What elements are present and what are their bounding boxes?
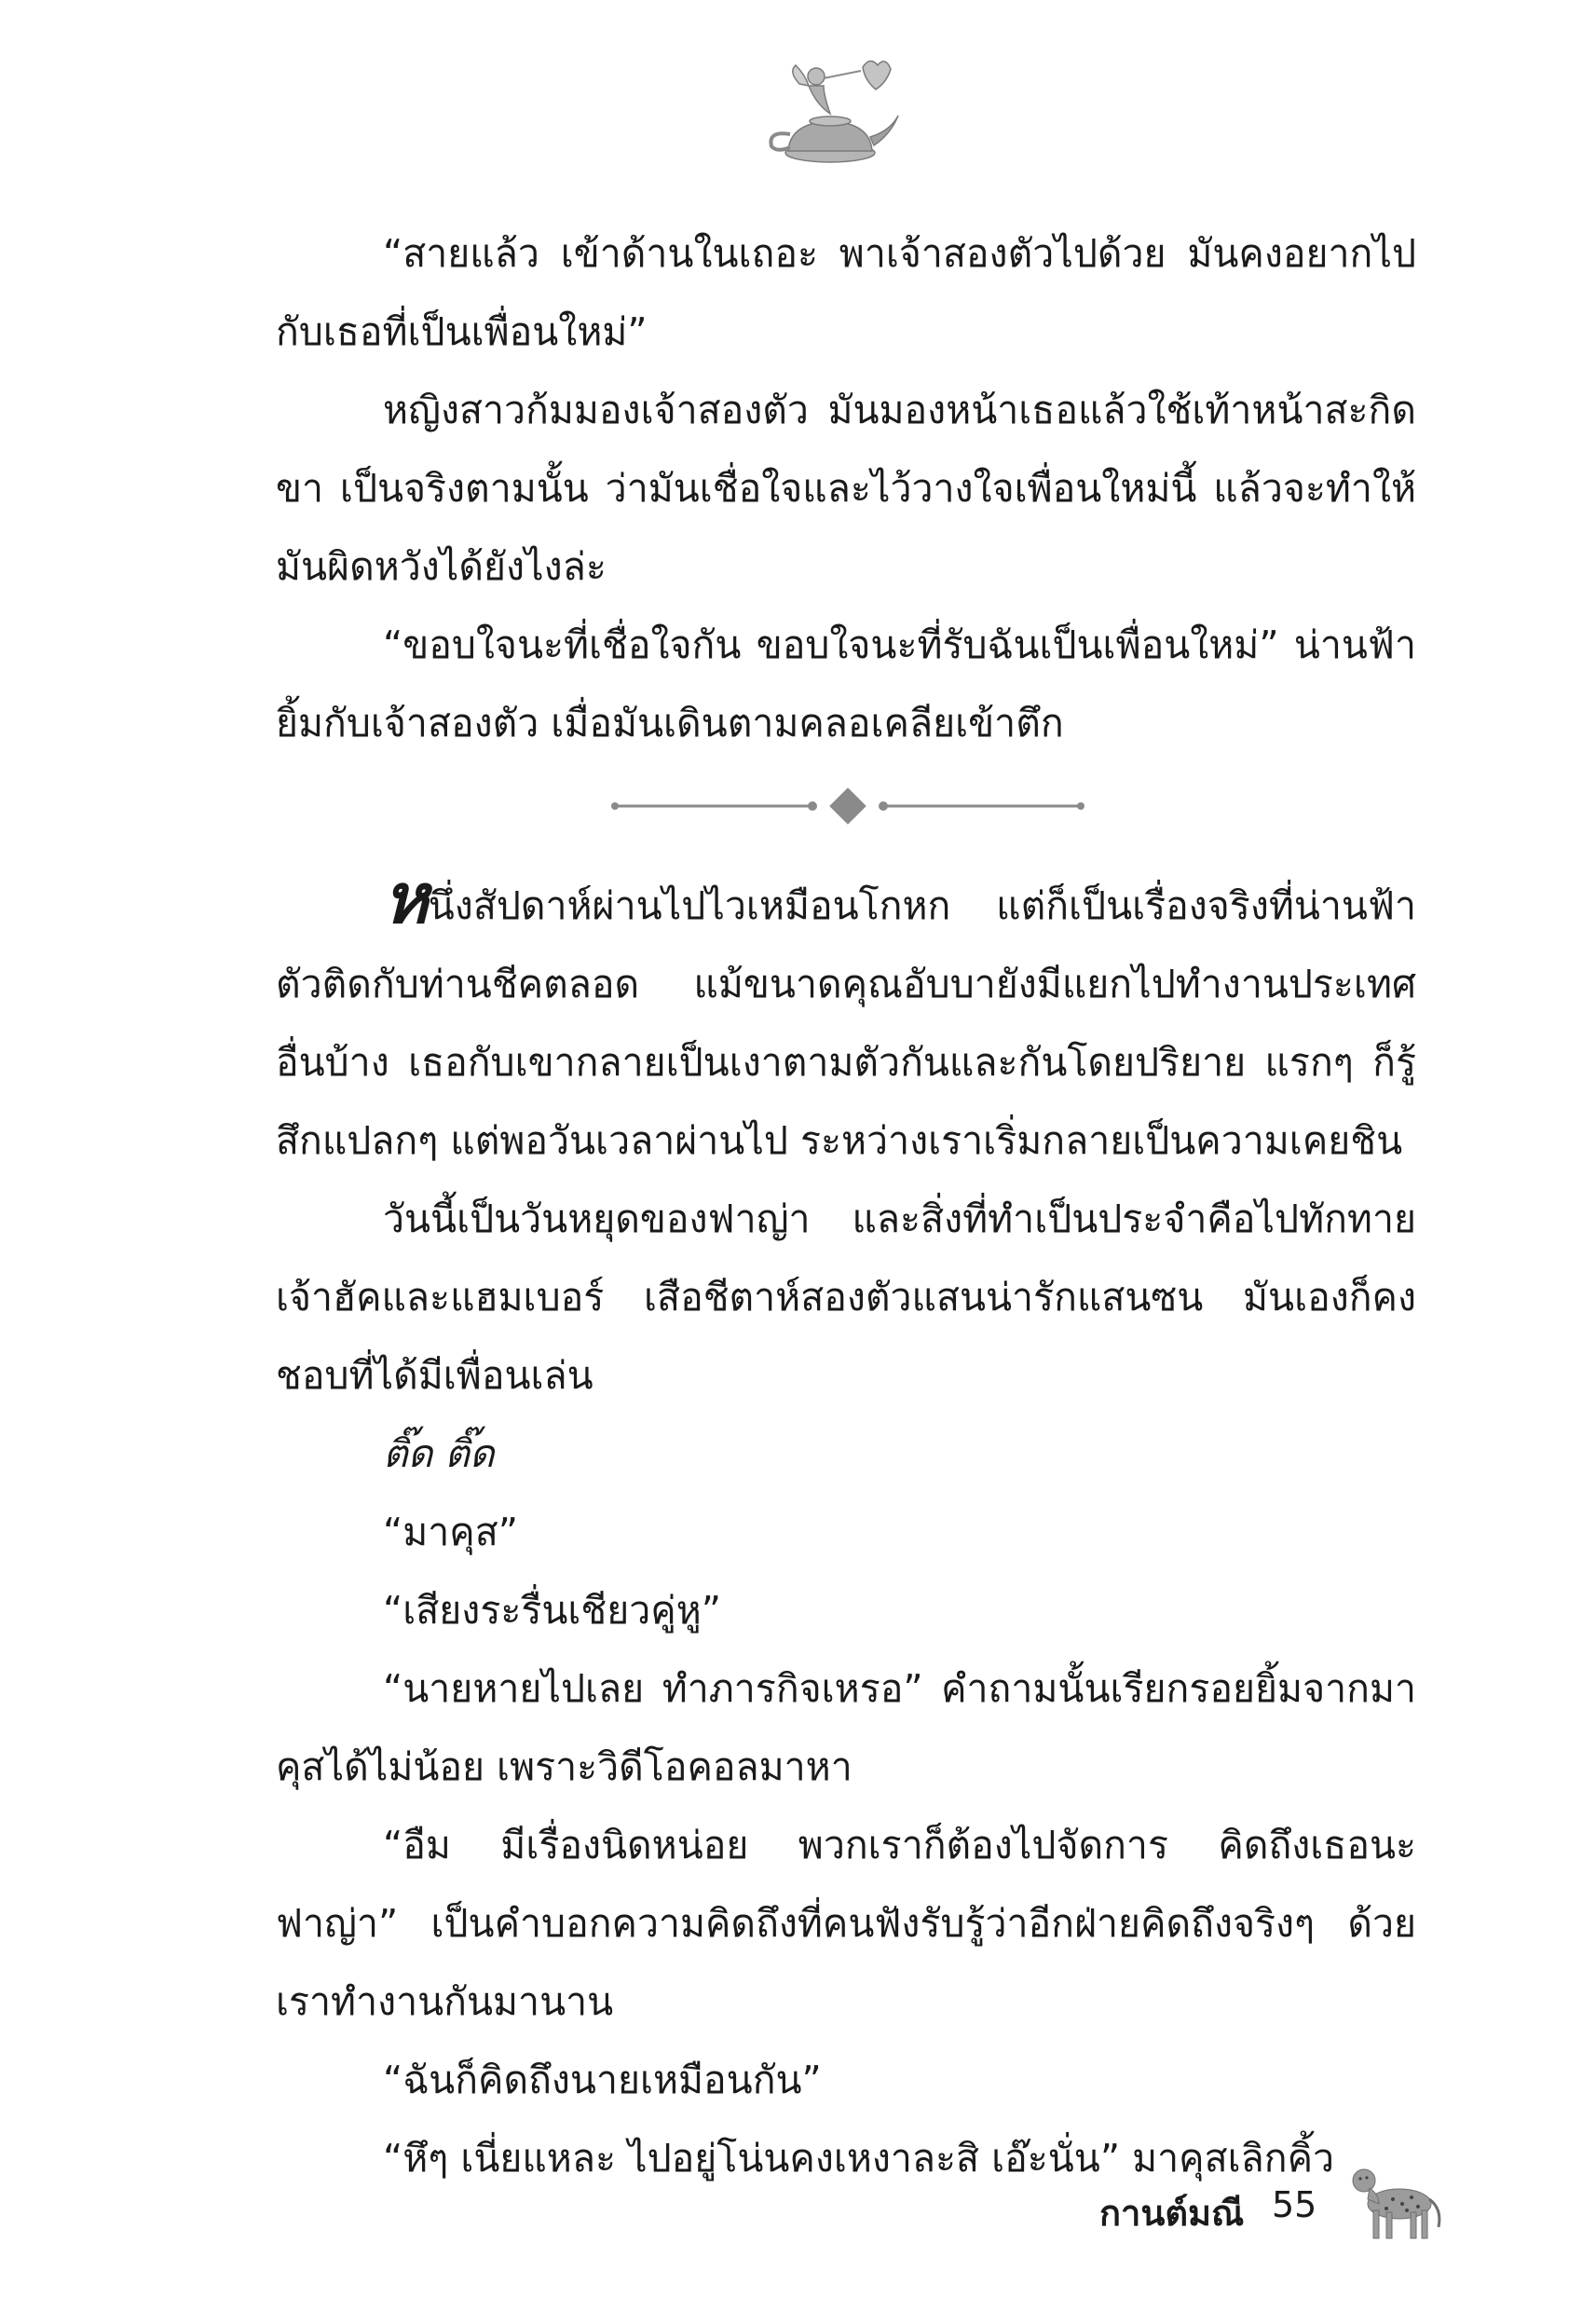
first-paragraph-text: นึ่งสัปดาห์ผ่านไปไวเหมือนโกหก แต่ก็เป็นเรื่องจริงที่น่านฟ้าตัวติดกับท่านชีคตลอด แม้ขนาดคุณอับบายังมีแยกไปทำงานประเทศอื่นบ้าง เธอกับเขากลายเป็นเงาตามตัวกันและกันโดยปริยาย แรกๆ ก็รู้สึกแปลกๆ แต่พอวันเวลาผ่านไป ระหว่างเราเริ่มกลายเป็นความเคยชิน bbox=[276, 883, 1416, 1163]
paragraph: “ฉันก็คิดถึงนายเหมือนกัน” bbox=[383, 2058, 822, 2102]
paragraph: “มาคุส” bbox=[383, 1510, 518, 1554]
first-paragraph bbox=[276, 859, 1416, 1180]
paragraph: “สายแล้ว เข้าด้านในเถอะ พาเจ้าสองตัวไปด้วย มันคงอยากไปกับเธอที่เป็นเพื่อนใหม่” bbox=[276, 231, 1416, 354]
paragraph: “เสียงระรื่นเชียวคู่หู” bbox=[383, 1588, 721, 1633]
page-footer bbox=[1062, 2153, 1453, 2255]
teapot-emblem-icon bbox=[751, 48, 909, 179]
paragraph: “นายหายไปเลย ทำภารกิจเหรอ” คำถามนั้นเรียกรอยยิ้มจากมาคุสได้ไม่น้อย เพราะวิดีโอคอลมาหา bbox=[276, 1666, 1416, 1789]
paragraph: “อืม มีเรื่องนิดหน่อย พวกเราก็ต้องไปจัดการ คิดถึงเธอนะฟาญ่า” เป็นคำบอกความคิดถึงที่คนฟังรับรู้ว่าอีกฝ่ายคิดถึงจริงๆ ด้วยเราทำงานกันมานาน bbox=[276, 1823, 1416, 2024]
diamond-divider-icon bbox=[606, 787, 1090, 825]
drop-cap: ห bbox=[383, 859, 429, 939]
section-2 bbox=[276, 859, 1416, 2197]
book-title: กานต์มณี bbox=[1099, 2193, 1245, 2234]
paragraph: “หึๆ เนี่ยแหละ ไปอยู่โน่นคงเหงาละสิ เอ๊ะนั่น” มาคุสเลิกคิ้ว bbox=[383, 2136, 1335, 2181]
paragraph: “ขอบใจนะที่เชื่อใจกัน ขอบใจนะที่รับฉันเป็นเพื่อนใหม่” น่านฟ้ายิ้มกับเจ้าสองตัว เมื่อมันเดินตามคลอเคลียเข้าตึก bbox=[276, 622, 1416, 745]
paragraph-sound-effect: ติ๊ด ติ๊ด bbox=[383, 1431, 495, 1476]
cheetah-icon bbox=[1342, 2153, 1444, 2246]
page-number: 55 bbox=[1272, 2184, 1317, 2225]
paragraph: วันนี้เป็นวันหยุดของฟาญ่า และสิ่งที่ทำเป็นประจำคือไปทักทายเจ้าฮัคและแฮมเบอร์ เสือชีตาห์สองตัวแสนน่ารักแสนซน มันเองก็คงชอบที่ได้มีเพื่อนเล่น bbox=[276, 1197, 1416, 1398]
section-1 bbox=[276, 214, 1416, 762]
paragraph: หญิงสาวก้มมองเจ้าสองตัว มันมองหน้าเธอแล้วใช้เท้าหน้าสะกิดขา เป็นจริงตามนั้น ว่ามันเชื่อใจและไว้วางใจเพื่อนใหม่นี้ แล้วจะทำให้มันผิดหวังได้ยังไงล่ะ bbox=[276, 388, 1416, 589]
